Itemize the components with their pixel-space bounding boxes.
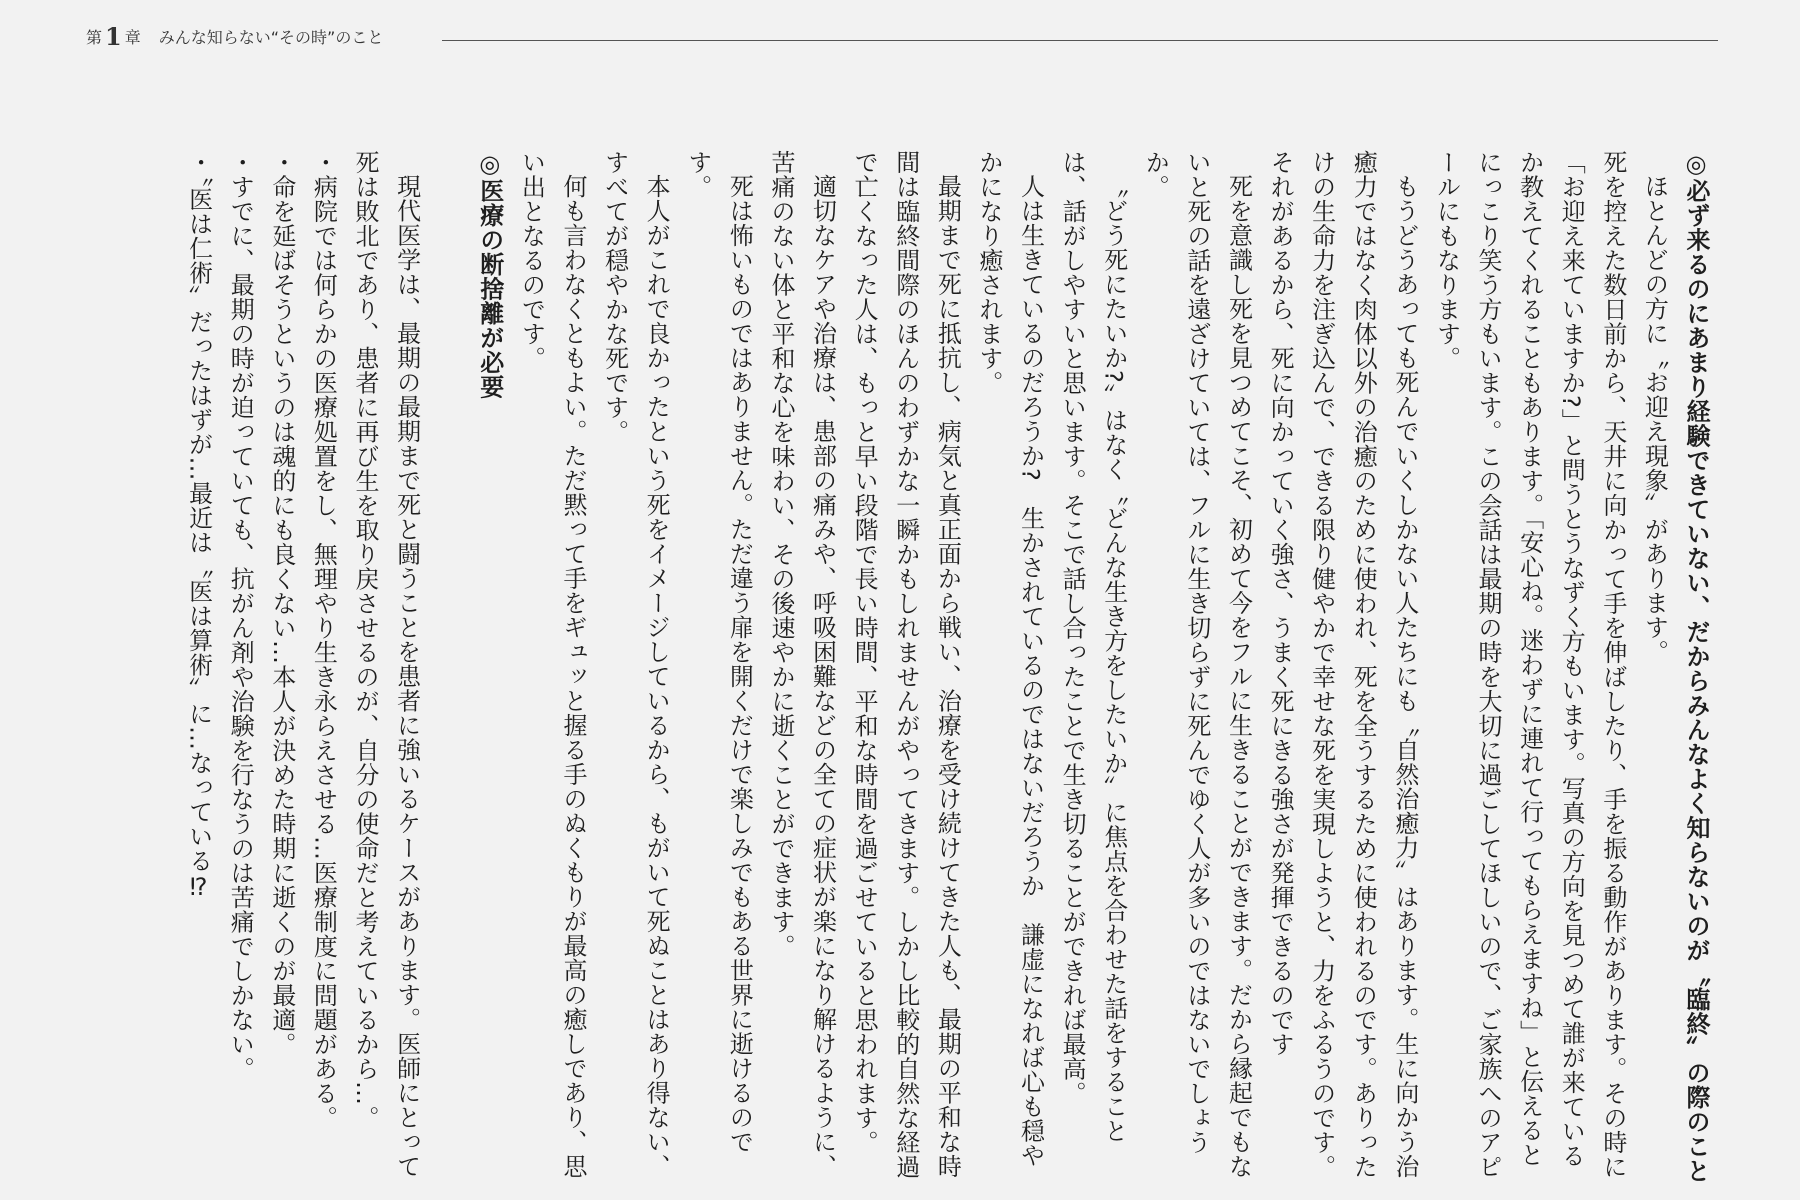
paragraph: 本人がこれで良かったという死をイメージしているから、もがいて死ぬことはあり得ない、すべてが穏やかな死です。 [600, 150, 671, 1179]
chapter-suffix: 章 [124, 28, 141, 47]
paragraph: 〝どう死にたいか?〟はなく〝どんな生き方をしたいか〟に焦点を合わせた話をすることは、話がしやすいと思います。そこで話し合ったことで生き切ることができれば最高。 [1058, 150, 1128, 1143]
running-header [86, 22, 384, 51]
section-heading-deathbed: ◎必ず来るのにあまり経験できていない、だからみんなよく知らないのが〝臨終〟の際のこと [1682, 150, 1710, 1183]
paragraph: 適切なケアや治療は、患部の痛みや、呼吸困難などの全ての症状が楽になり解けるように、苦痛のない体と平和な心を味わい、その後速やかに逝くことができます。 [766, 150, 837, 1179]
paragraph: 人は生きているのだろうか? 生かされているのではないだろうか 謙虚になれば心も穏やかになり癒されます。 [974, 150, 1045, 1168]
paragraph: ほとんどの方に〝お迎え現象〟があります。 [1640, 174, 1669, 664]
chapter-number: 1 [105, 22, 122, 51]
paragraph: 死を控えた数日前から、天井に向かって手を伸ばしたり、手を振る動作があります。その時に「お迎え来ていますか?」と問うとうなずく方もいます。写真の方向を見つめて誰が来ているか教えてくれることもあります。「安心ね。迷わずに連れて行ってもらえますね」と伝えるとにっこり笑う方もいます。この会話は最期の時を大切に過ごしてほしいので、ご家族へのアピールにもなります。 [1432, 150, 1627, 1179]
paragraph: 死は怖いものではありません。ただ違う扉を開くだけで楽しみでもある世界に逝けるのです。 [683, 150, 754, 1154]
chapter-title: みんな知らない“その時”のこと [158, 28, 384, 47]
paragraph: 最期まで死に抵抗し、病気と真正面から戦い、治療を受け続けてきた人も、最期の平和な時間は臨終間際のほんのわずかな一瞬かもしれませんがやってきます。しかし比較的自然な経過で亡くなった人は、もっと早い段階で長い時間、平和な時間を過ごせていると思われます。 [850, 150, 962, 1179]
bullet-item: ・命を延ばそうというのは魂的にも良くない…本人が決めた時期に逝くのが最適。 [267, 150, 296, 1057]
paragraph: 何も言わなくともよい。ただ黙って手をギュッと握る手のぬくもりが最高の癒しであり、思い出となるのです。 [517, 150, 587, 1179]
paragraph: 現代医学は、最期の最期まで死と闘うことを患者に強いるケースがあります。医師にとって死は敗北であり、患者に再び生を取り戻させるのが、自分の使命だと考えているから…。 [351, 150, 421, 1179]
header-rule [442, 40, 1718, 41]
bullet-item: ・〝医は仁術〟だったはずが…最近は〝医は算術〟に…なっている⁉ [184, 150, 213, 902]
section-heading-medical: ◎医療の断捨離が必要 [475, 150, 504, 399]
bullet-item: ・病院では何らかの医療処置をし、無理やり生き永らえさせる…医療制度に問題がある。 [309, 150, 338, 1130]
paragraph: 死を意識し死を見つめてこそ、初めて今をフルに生きることができます。だから縁起でもないと死の話を遠ざけていては、フルに生き切らずに死んでゆく人が多いのではないでしょうか。 [1141, 150, 1253, 1179]
chapter-prefix: 第 [86, 28, 103, 47]
vertical-body-text [76, 150, 1716, 1190]
bullet-item: ・すでに、最期の時が迫っていても、抗がん剤や治験を行なうのは苦痛でしかない。 [226, 150, 255, 1081]
paragraph: もうどうあっても死んでいくしかない人たちにも〝自然治癒力〟はあります。生に向かう治癒力ではなく肉体以外の治癒のために使われ、死を全うするために使われるのです。ありったけの生命力を注ぎ込んで、できる限り健やかで幸せな死を実現しようと、力をふるうのです。それがあるから、死に向かっていく強さ、うまく死にきる強さが発揮できるのです [1266, 150, 1419, 1179]
